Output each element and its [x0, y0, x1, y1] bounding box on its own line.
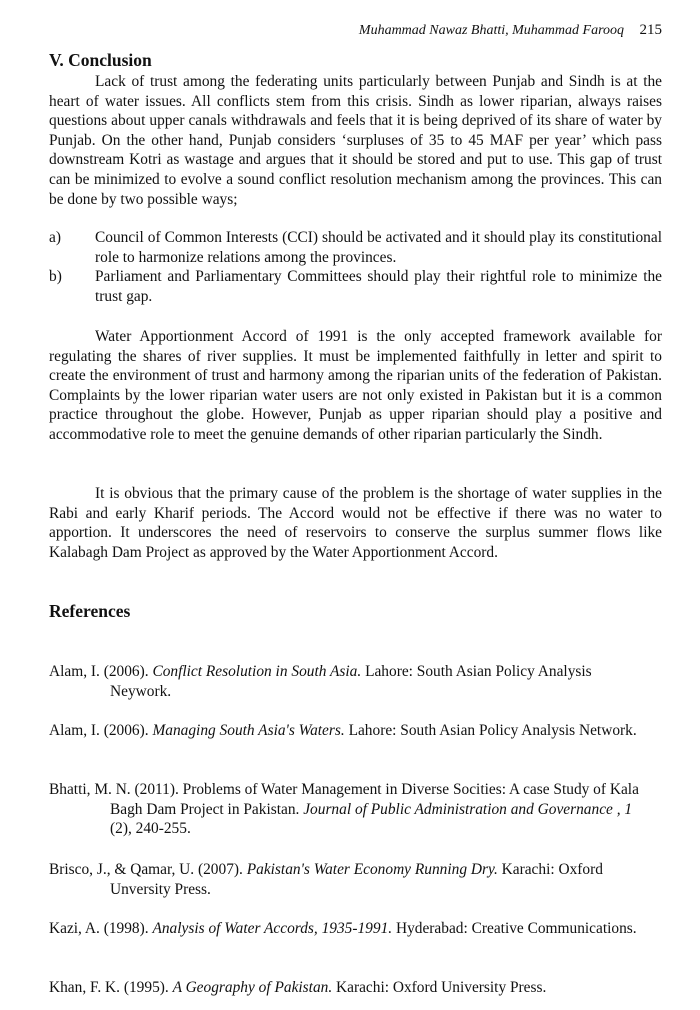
conclusion-heading: V. Conclusion: [49, 50, 152, 70]
reference-entry: [49, 860, 649, 899]
reference-authors: Bhatti, M. N. (2011). Problems of Water Management in Diverse Socities: A case Study of Kala Bagh Dam Project in Pakistan.: [49, 781, 639, 818]
reference-entry: [49, 978, 649, 998]
reference-authors: Khan, F. K. (1995).: [49, 979, 173, 996]
reference-title: Conflict Resolution in South Asia.: [152, 663, 362, 680]
header-authors: Muhammad Nawaz Bhatti, Muhammad Farooq: [358, 23, 624, 38]
reference-title: Analysis of Water Accords, 1935-1991.: [152, 920, 393, 937]
reference-authors: Alam, I. (2006).: [49, 663, 153, 680]
conclusion-paragraph-1: Lack of trust among the federating units particularly between Punjab and Sindh is at the heart of water issues. All conflicts stem from this crisis. Sindh as lower riparian, always raises questions about upper canals withdrawals and feels that it is being deprived of its share of water by Punjab. On the other hand, Punjab considers ‘surpluses of 35 to 45 MAF per year’ which pass downstream Kotri as wastage and argues that it should be stored and put to use. This gap of trust can be minimized to evolve a sound conflict resolution mechanism among the provinces. This can be done by two possible ways;: [49, 73, 662, 208]
reference-authors: Kazi, A. (1998).: [49, 920, 153, 937]
reference-publisher: Karachi: Oxford Unversity Press.: [110, 861, 603, 898]
reference-entry: [49, 662, 649, 701]
recommendation-list: [49, 228, 662, 306]
list-marker: a): [49, 229, 61, 246]
reference-authors: Brisco, J., & Qamar, U. (2007).: [49, 861, 247, 878]
reference-title: Pakistan's Water Economy Running Dry.: [246, 861, 498, 878]
reference-title: Journal of Public Administration and Governance , 1: [303, 800, 633, 818]
reference-entry: [49, 780, 649, 839]
conclusion-paragraph-3: It is obvious that the primary cause of the problem is the shortage of water supplies in the Rabi and early Kharif periods. The Accord would not be effective if there was no water to apportion. It underscores the need of reservoirs to conserve the surplus summer flows like Kalabagh Dam Project as approved by the Water Apportionment Accord.: [49, 485, 662, 561]
reference-authors: Alam, I. (2006).: [49, 722, 153, 739]
reference-publisher: Hyderabad: Creative Communications.: [392, 920, 637, 937]
reference-publisher: Karachi: Oxford University Press.: [332, 979, 547, 996]
reference-title: A Geography of Pakistan.: [172, 979, 333, 996]
page-number: 215: [639, 22, 662, 38]
conclusion-paragraph-2: Water Apportionment Accord of 1991 is the only accepted framework available for regulating the shares of river supplies. It must be implemented faithfully in letter and spirit to create the environment of trust and harmony among the riparian units of the federation of Pakistan. Complaints by the lower riparian water users are not only existed in Pakistan but it is a common practice throughout the globe. However, Punjab as upper riparian should play a positive and accommodative role to meet the genuine demands of other riparian particularly the Sindh.: [49, 328, 662, 443]
reference-title: Managing South Asia's Waters.: [152, 722, 345, 739]
references-heading: References: [49, 601, 131, 621]
list-marker: b): [49, 268, 62, 286]
list-item: [49, 267, 662, 306]
reference-publisher: Lahore: South Asian Policy Analysis Network.: [344, 722, 637, 739]
list-item-text: Parliament and Parliamentary Committees should play their rightful role to minimize the trust gap.: [95, 268, 662, 305]
reference-entry: [49, 721, 649, 741]
reference-publisher: (2), 240-255.: [110, 820, 191, 838]
list-item-text: Council of Common Interests (CCI) should be activated and it should play its constitutional role to harmonize relations among the provinces.: [95, 229, 662, 266]
reference-entry: [49, 919, 649, 939]
list-item: [49, 228, 662, 267]
reference-publisher: Lahore: South Asian Policy Analysis Neywork.: [110, 663, 592, 700]
running-header: [359, 22, 662, 39]
